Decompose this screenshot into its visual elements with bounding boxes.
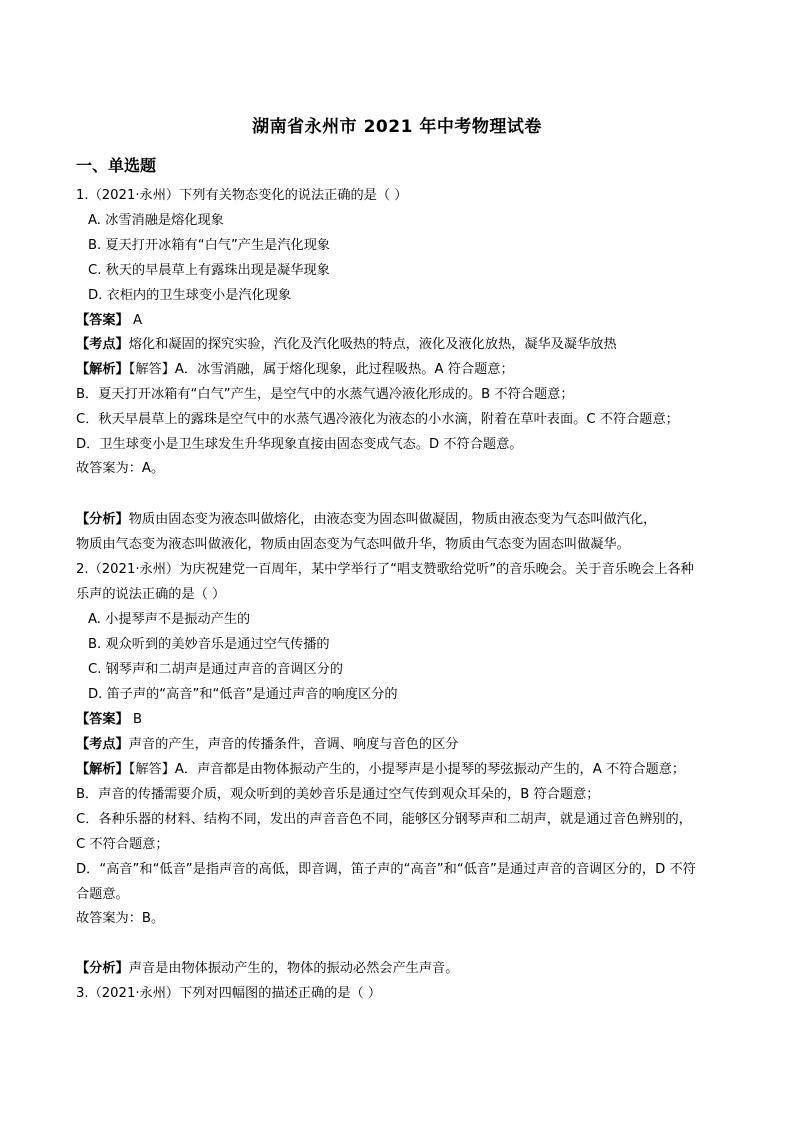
question-1-fenxi bbox=[76, 511, 656, 529]
answer-value: B bbox=[132, 712, 143, 727]
kaodian-text: 熔化和凝固的探究实验，汽化及汽化吸热的特点，液化及液化放热，凝华及凝华放热 bbox=[128, 337, 617, 352]
question-1-option-c: C. 秋天的早晨草上有露珠出现是凝华现象 bbox=[88, 263, 330, 278]
kaodian-label: 【考点】 bbox=[76, 737, 129, 752]
page-title: 湖南省永州市 2021 年中考物理试卷 bbox=[252, 117, 542, 137]
question-2-option-b: B. 观众听到的美妙音乐是通过空气传播的 bbox=[88, 637, 330, 652]
fenxi-line: 物质由气态变为液态叫做液化，物质由固态变为气态叫做升华，物质由气态变为固态叫做凝华。 bbox=[76, 537, 630, 552]
jiexi-line: B．夏天打开冰箱有“白气”产生，是空气中的水蒸气遇冷液化形成的。B 不符合题意； bbox=[76, 387, 574, 402]
question-1-answer bbox=[76, 312, 142, 330]
question-2-fenxi bbox=[76, 960, 458, 978]
question-2-kaodian bbox=[76, 736, 458, 754]
question-1-stem: 1.（2021·永州）下列有关物态变化的说法正确的是（ ） bbox=[76, 188, 408, 203]
jiexi-line: D．“高音”和“低音”是指声音的高低，即音调，笛子声的“高音”和“低音”是通过声音的音调区分的，D 不符 bbox=[76, 862, 696, 877]
question-2-stem-cont: 乐声的说法正确的是（ ） bbox=[76, 587, 226, 602]
fenxi-label: 【分析】 bbox=[76, 961, 129, 976]
answer-label: 【答案】 bbox=[76, 313, 129, 328]
fenxi-label: 【分析】 bbox=[76, 512, 129, 527]
answer-value: A bbox=[132, 313, 142, 328]
jiexi-line: 【解答】A．冰雪消融，属于熔化现象，此过程吸热。A 符合题意； bbox=[128, 362, 514, 377]
question-2-jiexi bbox=[76, 761, 685, 779]
kaodian-label: 【考点】 bbox=[76, 337, 129, 352]
question-2-option-a: A. 小提琴声不是振动产生的 bbox=[88, 612, 251, 627]
question-2-option-d: D. 笛子声的“高音”和“低音”是通过声音的响度区分的 bbox=[88, 687, 398, 702]
question-1-kaodian bbox=[76, 336, 617, 354]
jiexi-label: 【解析】 bbox=[76, 762, 129, 777]
jiexi-conclusion: 故答案为：A。 bbox=[76, 461, 165, 476]
question-1-option-a: A. 冰雪消融是熔化现象 bbox=[88, 213, 224, 228]
question-1-option-d: D. 衣柜内的卫生球变小是汽化现象 bbox=[88, 288, 292, 303]
question-3-stem: 3.（2021·永州）下列对四幅图的描述正确的是（ ） bbox=[76, 986, 382, 1001]
jiexi-line: D．卫生球变小是卫生球发生升华现象直接由固态变成气态。D 不符合题意。 bbox=[76, 437, 523, 452]
jiexi-line: C．秋天早晨草上的露珠是空气中的水蒸气遇冷液化为液态的小水滴，附着在草叶表面。C 不符合题意； bbox=[76, 412, 679, 427]
section-heading: 一、单选题 bbox=[76, 156, 157, 175]
kaodian-text: 声音的产生，声音的传播条件，音调、响度与音色的区分 bbox=[128, 737, 459, 752]
jiexi-line: B．声音的传播需要介质，观众听到的美妙音乐是通过空气传到观众耳朵的，B 符合题意； bbox=[76, 787, 600, 802]
jiexi-conclusion: 故答案为：B。 bbox=[76, 911, 165, 926]
answer-label: 【答案】 bbox=[76, 712, 129, 727]
fenxi-line: 物质由固态变为液态叫做熔化，由液态变为固态叫做凝固，物质由液态变为气态叫做汽化， bbox=[128, 512, 657, 527]
question-2-answer bbox=[76, 711, 142, 729]
question-1-jiexi bbox=[76, 361, 514, 379]
jiexi-line: 合题意。 bbox=[76, 887, 129, 902]
question-2-stem: 2.（2021·永州）为庆祝建党一百周年，某中学举行了“唱支赞歌给党听”的音乐晚会。关于音乐晚会上各种 bbox=[76, 562, 694, 577]
question-2-option-c: C. 钢琴声和二胡声是通过声音的音调区分的 bbox=[88, 662, 343, 677]
fenxi-line: 声音是由物体振动产生的，物体的振动必然会产生声音。 bbox=[128, 961, 459, 976]
jiexi-line: C．各种乐器的材料、结构不同，发出的声音音色不同，能够区分钢琴声和二胡声，就是通过音色辨别的， bbox=[76, 812, 692, 827]
question-1-option-b: B. 夏天打开冰箱有“白气”产生是汽化现象 bbox=[88, 238, 331, 253]
jiexi-line: C 不符合题意； bbox=[76, 837, 169, 852]
jiexi-line: 【解答】A．声音都是由物体振动产生的，小提琴声是小提琴的琴弦振动产生的，A 不符合题意； bbox=[128, 762, 686, 777]
jiexi-label: 【解析】 bbox=[76, 362, 129, 377]
